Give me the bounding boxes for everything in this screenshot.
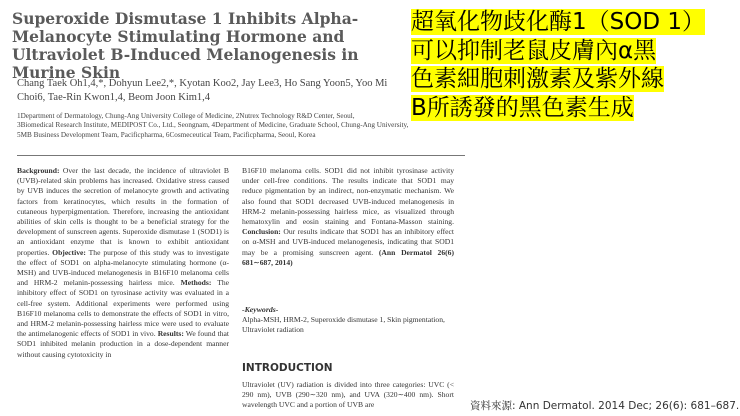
source-note: 資料來源: Ann Dermatol. 2014 Dec; 26(6): 681–687.: [470, 400, 740, 412]
abstract-right-column: [242, 166, 454, 268]
annotation-line: 色素細胞刺激素及紫外線: [411, 66, 664, 92]
background-text: Over the last decade, the incidence of ultraviolet B (UVB)-related skin problems has increased. Oxidative stress caused by UVB induces the secretion of melanocyte growth and activating factors from keratinocytes, which results in the formation of cutaneous hyperpigmentation. Therefore, increasing the antioxidant abilities of skin cells is thought to be a beneficial strategy for the development of sunscreen agents. Superoxide dismutase 1 (SOD1) is an antioxidant enzyme that is known to exhibit antioxidant properties.: [17, 166, 229, 257]
annotation-line: B所誘發的黑色素生成: [411, 94, 634, 121]
abstract-left-column: [17, 166, 229, 414]
results-text: We found that SOD1 inhibited melanin production in a dose-dependent manner without causing cytotoxicity in: [17, 329, 229, 359]
keywords-heading: -Keywords-: [242, 305, 279, 314]
background-label: Background:: [17, 166, 60, 175]
affiliation-line: 5MB Business Development Team, Pacificpharma, 6Cosmeceutical Team, Pacificpharma, Seoul, Korea: [17, 130, 316, 139]
author-list: Chang Taek Oh1,4,*, Dohyun Lee2,*, Kyotan Koo2, Jay Lee3, Ho Sang Yoon5, Yoo Mi Choi6, Tae-Rin Kwon1,4, Beom Joon Kim1,4: [17, 78, 388, 103]
objective-label: Objective:: [52, 247, 86, 257]
chinese-annotation: [411, 8, 733, 122]
annotation-line: 可以抑制老鼠皮膚內α黑: [411, 37, 657, 64]
introduction-heading: INTRODUCTION: [242, 362, 333, 374]
introduction-paragraph: Ultraviolet (UV) radiation is divided into three categories: UVC (< 290 nm), UVB (290∼320 nm), and UVA (320∼400 nm). Short wavelength UVC and a portion of UVB are: [242, 380, 454, 410]
objective-text: The purpose of this study was to investigate the effect of SOD1 on alpha-melanocyte stimulating hormone (α-MSH) and UVB-induced melanogenesis in B16F10 melanoma cells and HRM-2 melanin-possessing hairless mice.: [17, 247, 229, 288]
methods-text: The inhibitory effect of SOD1 on tyrosinase activity was evaluated in a cell-free system. Additional experiments were performed using B16F10 melanoma cells to demonstrate the effects of SOD1 in vitro, and HRM-2 melanin-possessing hairless mice were used to evaluate the antimelanogenic effects of SOD1 in vivo.: [17, 278, 229, 339]
header-divider: [17, 155, 465, 156]
affiliation-line: 1Department of Dermatology, Chung-Ang University College of Medicine, 2Nutrex Technology R&D Center, Seoul,: [17, 112, 355, 120]
conclusion-label: Conclusion:: [242, 227, 281, 237]
affiliations: [17, 112, 447, 140]
results-label: Results:: [157, 329, 184, 339]
citation: (Ann Dermatol 26(6) 681∼687, 2014): [242, 247, 454, 267]
results-continued-text: B16F10 melanoma cells. SOD1 did not inhibit tyrosinase activity under cell-free conditions. The results indicate that SOD1 may reduce pigmentation by an indirect, non-enzymatic mechanism. We also found that SOD1 decreased UVB-induced melanogenesis in HRM-2 melanin-possessing hairless mice, as visualized through hematoxylin and eosin staining and Fontana-Masson staining.: [242, 166, 454, 227]
affiliation-line: 3Biomedical Research Institute, MEDIPOST Co., Ltd., Seongnam, 4Department of Medicine, Graduate School, Chung-Ang University,: [17, 121, 409, 130]
introduction-text: [242, 380, 454, 416]
keywords-text: Alpha-MSH, HRM-2, Superoxide dismutase 1, Skin pigmentation, Ultraviolet radiation: [242, 315, 445, 335]
methods-label: Methods:: [180, 278, 212, 288]
annotation-line: 超氧化物歧化酶1（SOD 1）: [411, 9, 705, 35]
conclusion-text: Our results indicate that SOD1 has an inhibitory effect on α-MSH and UVB-induced melanogenesis, indicating that SOD1 may be a promising sunscreen agent.: [242, 227, 454, 257]
paper-title: Superoxide Dismutase 1 Inhibits Alpha-Melanocyte Stimulating Hormone and Ultraviolet B-Induced Melanogenesis in Murine Skin: [12, 9, 359, 82]
